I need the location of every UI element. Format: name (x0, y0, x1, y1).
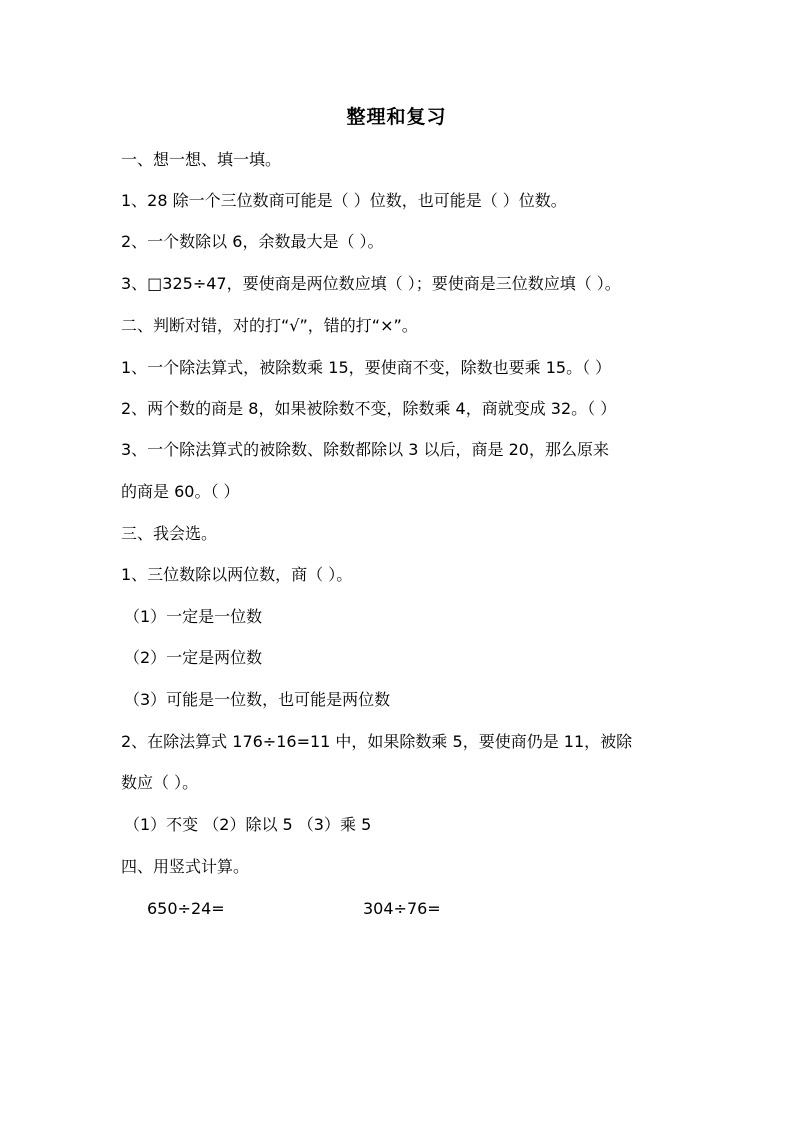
section-heading-fill-in: 一、想一想、填一填。 (121, 150, 282, 169)
calc-problem-2: 304÷76= (363, 899, 441, 918)
choice-2-options: （1）不变 （2）除以 5 （3）乘 5 (124, 815, 372, 834)
section-heading-true-false: 二、判断对错，对的打“√”，错的打“×”。 (121, 316, 418, 335)
calc-problem-1: 650÷24= (147, 899, 225, 918)
question-judge-3-line-1: 3、一个除法算式的被除数、除数都除以 3 以后，商是 20，那么原来 (121, 440, 609, 459)
question-choice-1: 1、三位数除以两位数，商（ ）。 (121, 565, 353, 584)
choice-1-option-1: （1）一定是一位数 (124, 607, 263, 626)
question-fill-1: 1、28 除一个三位数商可能是（ ）位数，也可能是（ ）位数。 (121, 191, 567, 210)
choice-1-option-3: （3）可能是一位数，也可能是两位数 (124, 690, 391, 709)
question-judge-1: 1、一个除法算式，被除数乘 15，要使商不变，除数也要乘 15。（ ） (121, 358, 612, 377)
page-title: 整理和复习 (346, 106, 447, 128)
section-heading-choice: 三、我会选。 (121, 524, 218, 543)
question-choice-2-line-2: 数应（ ）。 (121, 773, 199, 792)
question-judge-3-line-2: 的商是 60。（ ） (121, 482, 240, 501)
question-choice-2-line-1: 2、在除法算式 176÷16=11 中，如果除数乘 5，要使商仍是 11，被除 (121, 732, 633, 751)
question-fill-3: 3、□325÷47，要使商是两位数应填（ ）；要使商是三位数应填（ ）。 (121, 274, 621, 293)
section-heading-vertical-calc: 四、用竖式计算。 (121, 857, 250, 876)
question-fill-2: 2、一个数除以 6，余数最大是（ ）。 (121, 232, 384, 251)
choice-1-option-2: （2）一定是两位数 (124, 648, 263, 667)
question-judge-2: 2、两个数的商是 8，如果被除数不变，除数乘 4，商就变成 32。（ ） (121, 399, 617, 418)
